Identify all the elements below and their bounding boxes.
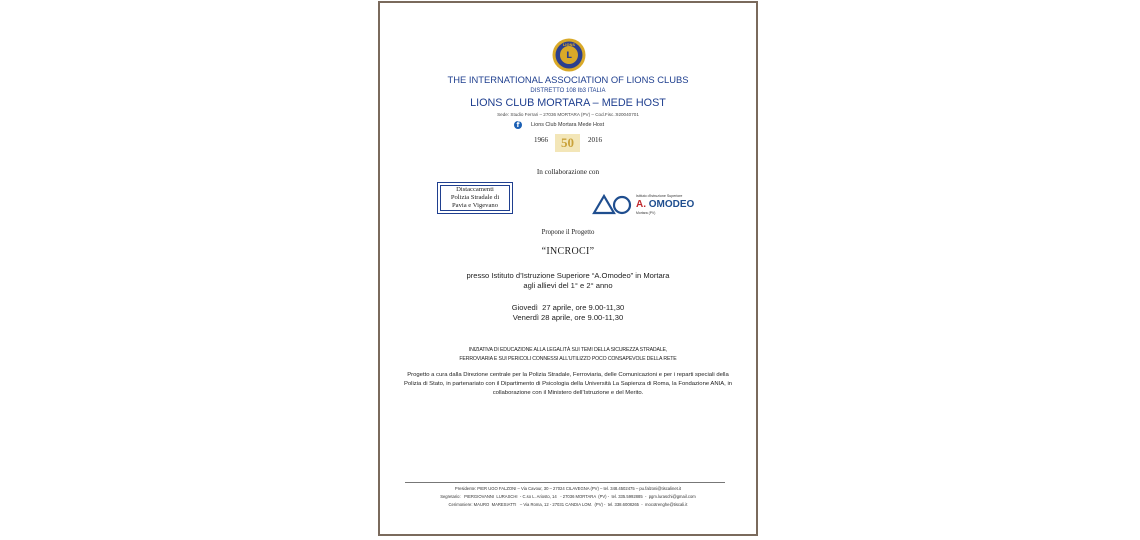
facebook-row	[514, 120, 604, 130]
proposes-label: Propone il Progetto	[541, 229, 595, 236]
collaboration-label: In collaborazione con	[536, 168, 600, 176]
svg-text:L: L	[566, 51, 572, 61]
year-end: 2016	[588, 136, 602, 144]
footer-line: Segretario: PIERGIOVANNI LURASCHI - C.so L. Ariosto, 14 - 27036 MORTARA (PV) - tel. 335.5992885 - pgm.luraschi@gmail.com	[440, 494, 696, 499]
association-title: THE INTERNATIONAL ASSOCIATION OF LIONS CLUBS	[447, 74, 689, 85]
date-line: Giovedì 27 aprile, ore 9.00-11,30	[511, 303, 625, 312]
year-start: 1966	[534, 136, 548, 144]
club-address: Sede: Studio Ferrari – 27036 MORTARA (PV) – Cod.Fisc.:920040701	[497, 112, 639, 117]
omodeo-triangle-circle-icon	[592, 192, 634, 216]
project-title: “INCROCI”	[541, 246, 595, 257]
footer-line: Cerimoniere: MAURO MARESIATTI – Via Roma, 12 - 27031 CANDIA LOM. (PV) - tel. 338.6008265 - mocotrenghe@tiscali.it	[448, 502, 688, 507]
district-label: DISTRETTO 108 Ib3 ITALIA	[530, 88, 606, 94]
initiative-line: FERROVIARIA E SUI PERICOLI CONNESSI ALL’UTILIZZO POCO CONSAPEVOLE DELLA RETE	[459, 356, 677, 362]
club-name: LIONS CLUB MORTARA – MEDE HOST	[470, 97, 666, 109]
footer-block	[380, 485, 756, 509]
polizia-inner-box	[440, 185, 510, 211]
lions-logo-icon	[552, 38, 586, 72]
anniversary-number: 50	[561, 135, 574, 150]
omodeo-initial: A.	[636, 199, 646, 210]
venue-block	[380, 271, 756, 291]
polizia-line: Distaccamenti	[456, 186, 494, 193]
venue-line: agli allievi del 1° e 2° anno	[523, 281, 613, 290]
polizia-box	[437, 182, 513, 214]
document-page	[378, 1, 758, 536]
initiative-block	[380, 346, 756, 364]
omodeo-name: OMODEO	[648, 199, 695, 210]
venue-line: presso Istituto d’Istruzione Superiore “A.Omodeo” in Mortara	[466, 271, 670, 280]
footer-divider	[405, 482, 725, 483]
polizia-line: Pavia e Vigevano	[452, 202, 498, 209]
omodeo-city: Mortara (PV)	[636, 211, 656, 215]
omodeo-logo	[592, 192, 710, 218]
date-line: Venerdì 28 aprile, ore 9.00-11,30	[512, 313, 624, 322]
facebook-label: Lions Club Mortara Mede Host	[531, 122, 605, 128]
omodeo-school-name	[636, 199, 694, 210]
logo-text: LIONS	[562, 43, 576, 47]
polizia-line: Polizia Stradale di	[450, 194, 500, 201]
dates-block	[380, 303, 756, 323]
omodeo-school-type: Istituto d'Istruzione Superiore	[636, 194, 683, 198]
project-description: Progetto a cura dalla Direzione centrale per la Polizia Stradale, Ferroviaria, delle Comunicazioni e per i reparti speciali della Polizia di Stato, in partenariato con il Dipartimento di Psicologia della Università La Sapienza di Roma, la Fondazione ANIA, in collaborazione con il Ministero dell’Istruzione e del Merito.	[403, 372, 733, 397]
omodeo-text-block	[636, 194, 694, 215]
facebook-icon: f	[514, 121, 522, 129]
footer-line: Presidente: PIER UGO FALZONI – Via Cavour, 30 – 27024 CILAVEGNA (PV) – tel. 348.4502475 – pu.falzoni@tiscalinet.it	[454, 486, 682, 491]
initiative-line: INIZIATIVA DI EDUCAZIONE ALLA LEGALITÀ SUI TEMI DELLA SICUREZZA STRADALE,	[468, 347, 668, 353]
anniversary-badge	[555, 134, 580, 152]
